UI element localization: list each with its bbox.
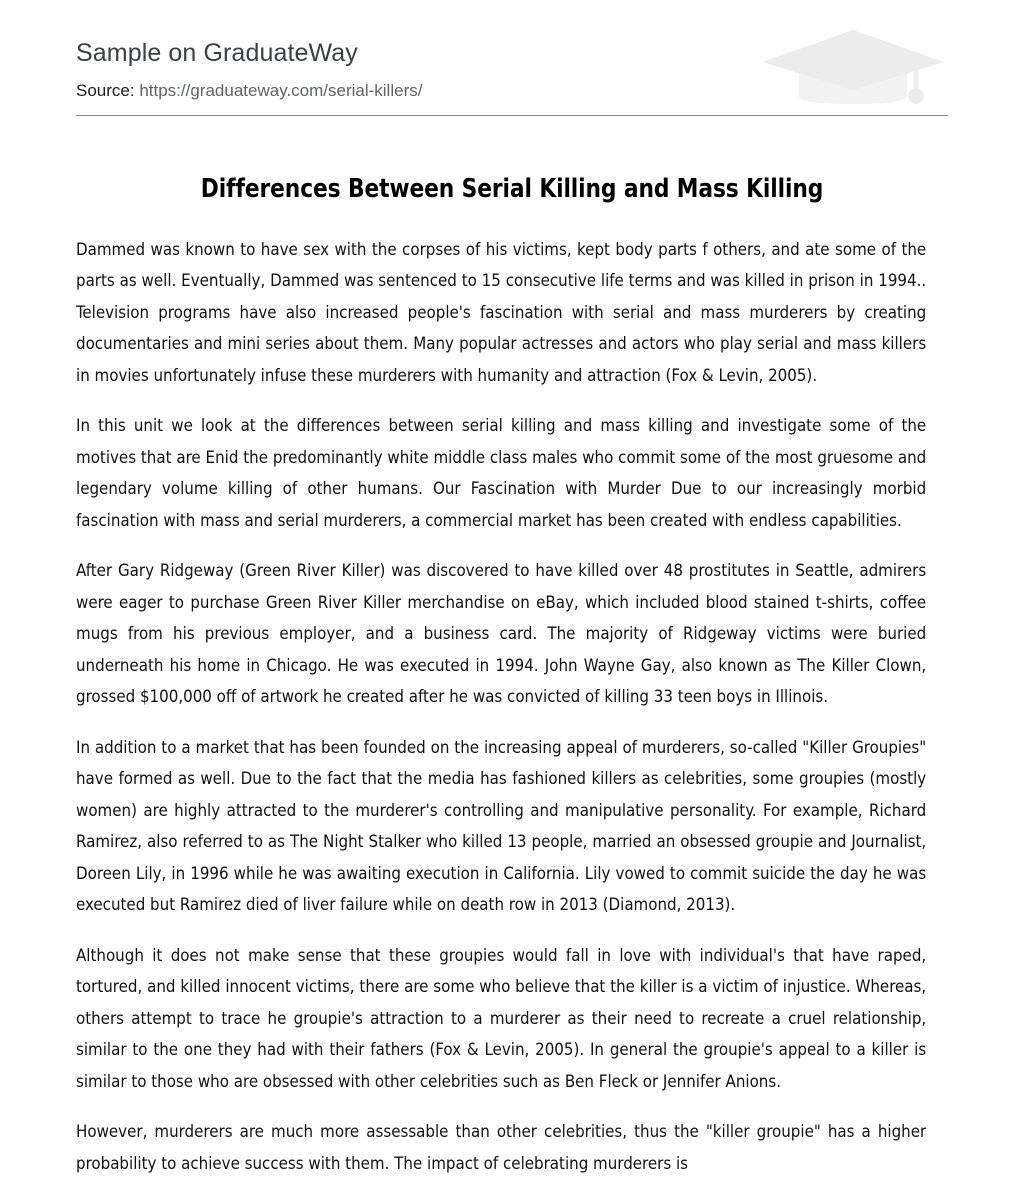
source-label: Source:	[76, 81, 135, 100]
site-title: Sample on GraduateWay	[76, 38, 948, 68]
body-paragraph: Dammed was known to have sex with the corpses of his victims, kept body parts f others, and ate some of the parts as well. Eventually, Dammed was sentenced to 15 consecutive life terms and was killed in prison in 1994.. Television programs have also increased people's fascination with serial and mass murderers by creating documentaries and mini series about them. Many popular actresses and actors who play serial and mass killers in movies unfortunately infuse these murderers with humanity and attraction (Fox & Levin, 2005).	[76, 235, 926, 393]
article-body	[76, 206, 948, 1180]
document-masthead	[76, 0, 948, 115]
body-paragraph: In addition to a market that has been founded on the increasing appeal of murderers, so-called "Killer Groupies" have formed as well. Due to the fact that the media has fashioned killers as celebrities, some groupies (mostly women) are highly attracted to the murderer's controlling and manipulative personality. For example, Richard Ramirez, also referred to as The Night Stalker who killed 13 people, married an obsessed groupie and Journalist, Doreen Lily, in 1996 while he was awaiting execution in California. Lily vowed to commit suicide the day he was executed but Ramirez died of liver failure while on death row in 2013 (Diamond, 2013).	[76, 733, 926, 922]
body-paragraph: In this unit we look at the differences between serial killing and mass killing and investigate some of the motives that are Enid the predominantly white middle class males who commit some of the most gruesome and legendary volume killing of other humans. Our Fascination with Murder Due to our increasingly morbid fascination with mass and serial murderers, a commercial market has been created with endless capabilities.	[76, 411, 926, 537]
body-paragraph: After Gary Ridgeway (Green River Killer) was discovered to have killed over 48 prostitutes in Seattle, admirers were eager to purchase Green River Killer merchandise on eBay, which included blood stained t-shirts, coffee mugs from his previous employer, and a business card. The majority of Ridgeway victims were buried underneath his home in Chicago. He was executed in 1994. John Wayne Gay, also known as The Killer Clown, grossed $100,000 off of artwork he created after he was convicted of killing 33 teen boys in Illinois.	[76, 556, 926, 714]
body-paragraph: However, murderers are much more assessable than other celebrities, thus the "killer groupie" has a higher probability to achieve success with them. The impact of celebrating murderers is	[76, 1117, 926, 1180]
source-line	[76, 81, 948, 101]
source-url[interactable]: https://graduateway.com/serial-killers/	[139, 81, 422, 100]
page-title: Differences Between Serial Killing and Mass Killing	[107, 116, 918, 206]
body-paragraph: Although it does not make sense that these groupies would fall in love with individual's that have raped, tortured, and killed innocent victims, there are some who believe that the killer is a victim of injustice. Whereas, others attempt to trace he groupie's attraction to a murderer as their need to recreate a cruel relationship, similar to the one they had with their fathers (Fox & Levin, 2005). In general the groupie's appeal to a killer is similar to those who are obsessed with other celebrities such as Ben Fleck or Jennifer Anions.	[76, 941, 926, 1099]
